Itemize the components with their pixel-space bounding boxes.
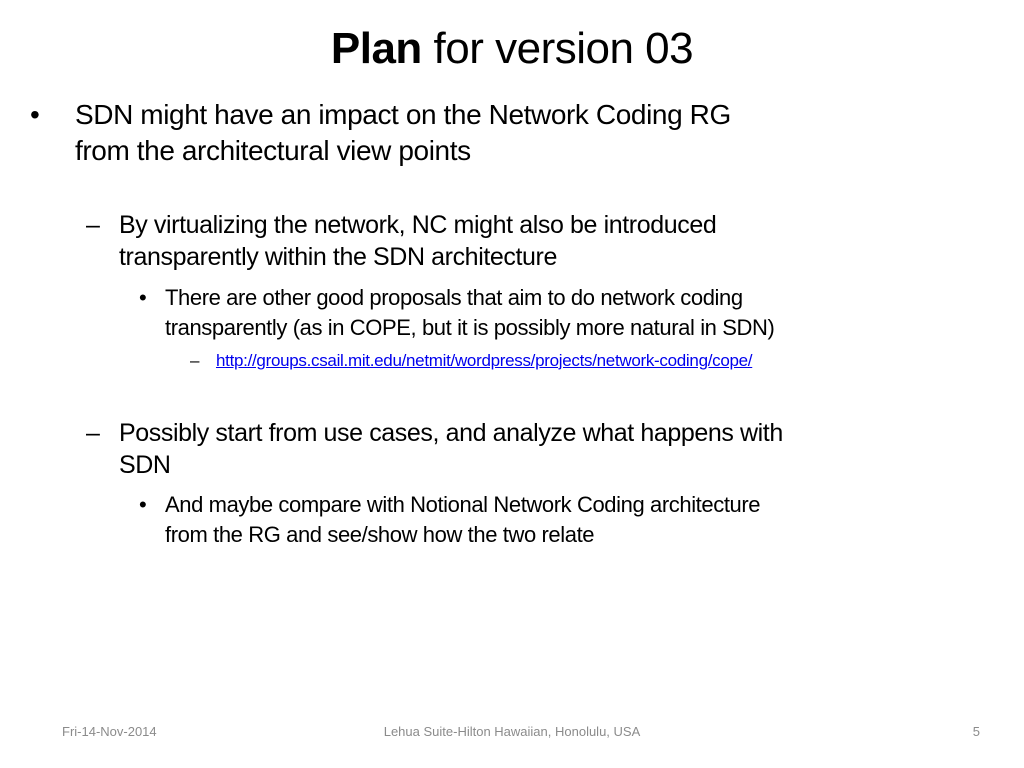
bullet-marker: • [30,99,40,130]
sub-sub-bullet-text [165,283,985,343]
sub-sub-bullet-line: from the RG and see/show how the two relate [165,522,595,547]
sub-bullet-line: By virtualizing the network, NC might also be introduced [119,211,717,239]
footer-location: Lehua Suite-Hilton Hawaiian, Honolulu, USA [383,724,641,739]
dash-marker: – [86,211,100,239]
sub-sub-bullet-line: There are other good proposals that aim to do network coding [165,285,743,310]
sub-bullet-line: SDN [119,451,171,479]
dash-marker: – [190,351,200,370]
bullet-marker: • [139,492,147,517]
sub-sub-bullet-line: And maybe compare with Notional Network Coding architecture [165,492,761,517]
link-bullet-text [216,350,1006,372]
sub-bullet-line: Possibly start from use cases, and analyze what happens with [119,419,783,447]
dash-marker: – [86,419,100,447]
sub-sub-bullet-line: transparently (as in COPE, but it is possibly more natural in SDN) [165,315,775,340]
bullet-marker: • [139,285,147,310]
slide-title-bold: Plan [330,24,422,73]
cope-link[interactable]: http://groups.csail.mit.edu/netmit/wordpress/projects/network-coding/cope/ [216,351,753,370]
footer-page-number: 5 [972,724,980,739]
bullet-text [75,97,995,169]
sub-bullet-line: transparently within the SDN architecture [119,243,557,271]
bullet-line: SDN might have an impact on the Network Coding RG [75,99,731,130]
sub-bullet-text [119,209,979,273]
sub-sub-bullet-text [165,490,985,550]
slide-title [0,20,1024,78]
footer-date: Fri-14-Nov-2014 [62,724,157,739]
bullet-line: from the architectural view points [75,135,471,166]
sub-bullet-text [119,417,979,481]
slide-title-rest: for version 03 [421,24,694,73]
